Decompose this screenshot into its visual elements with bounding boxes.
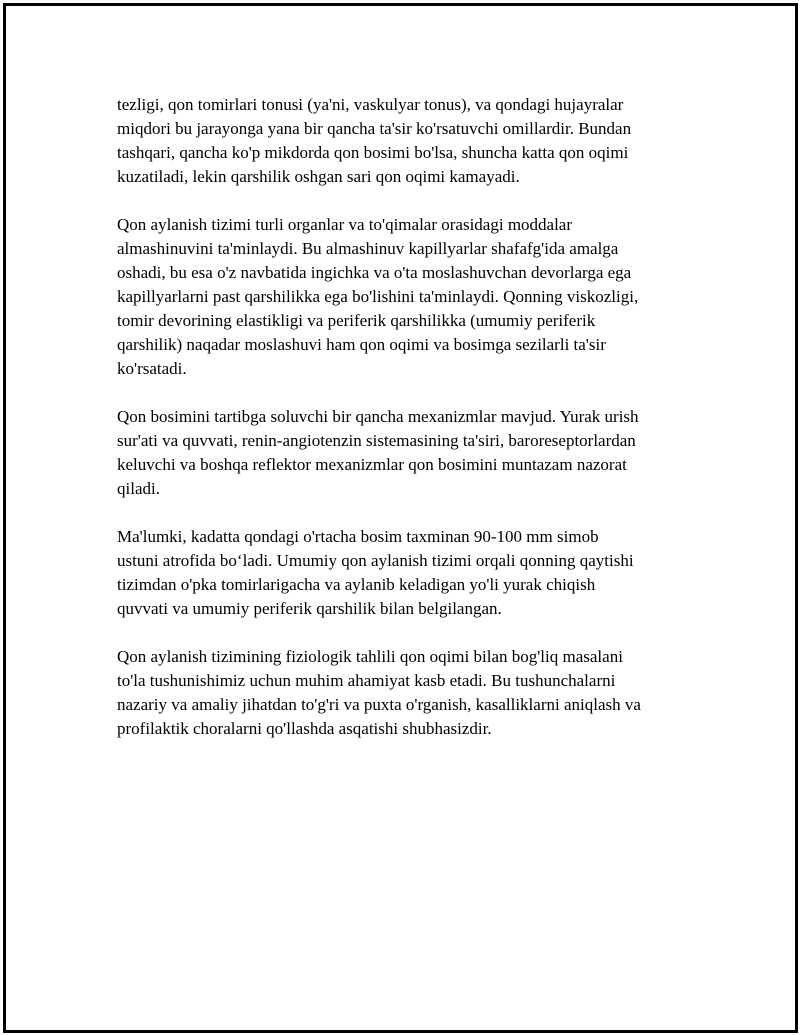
text-line: kuzatiladi, lekin qarshilik oshgan sari qon oqimi kamayadi. — [117, 167, 520, 186]
text-line: to'la tushunishimiz uchun muhim ahamiyat kasb etadi. Bu tushunchalarni — [117, 671, 616, 690]
paragraph-4 — [117, 525, 717, 621]
text-line: tashqari, qancha ko'p mikdorda qon bosimi bo'lsa, shuncha katta qon oqimi — [117, 143, 629, 162]
paragraph-5 — [117, 645, 717, 741]
text-line: kapillyarlarni past qarshilikka ega bo'lishini ta'minlaydi. Qonning viskozligi, — [117, 287, 639, 306]
text-line: keluvchi va boshqa reflektor mexanizmlar qon bosimini muntazam nazorat — [117, 455, 627, 474]
text-line: tomir devorining elastikligi va periferik qarshilikka (umumiy periferik — [117, 311, 596, 330]
text-line: tizimdan o'pka tomirlarigacha va aylanib keladigan yo'li yurak chiqish — [117, 575, 596, 594]
text-line: nazariy va amaliy jihatdan to'g'ri va puxta o'rganish, kasalliklarni aniqlash va — [117, 695, 641, 714]
text-line: Qon aylanish tizimining fiziologik tahlili qon oqimi bilan bog'liq masalani — [117, 647, 623, 666]
paragraph-2 — [117, 213, 717, 381]
text-line: Qon aylanish tizimi turli organlar va to'qimalar orasidagi moddalar — [117, 215, 573, 234]
text-line: qiladi. — [117, 479, 160, 498]
text-line: profilaktik choralarni qo'llashda asqatishi shubhasizdir. — [117, 719, 492, 738]
text-line: almashinuvini ta'minlaydi. Bu almashinuv kapillyarlar shafafg'ida amalga — [117, 239, 619, 258]
text-line: oshadi, bu esa o'z navbatida ingichka va o'ta moslashuvchan devorlarga ega — [117, 263, 632, 282]
text-line: miqdori bu jarayonga yana bir qancha ta'sir ko'rsatuvchi omillardir. Bundan — [117, 119, 632, 138]
text-line: qarshilik) naqadar moslashuvi ham qon oqimi va bosimga sezilarli ta'sir — [117, 335, 606, 354]
text-line: sur'ati va quvvati, renin-angiotenzin sistemasining ta'siri, baroreseptorlardan — [117, 431, 636, 450]
text-line: tezligi, qon tomirlari tonusi (ya'ni, vaskulyar tonus), va qondagi hujayralar — [117, 95, 624, 114]
text-line: Qon bosimini tartibga soluvchi bir qancha mexanizmlar mavjud. Yurak urish — [117, 407, 639, 426]
paragraph-3 — [117, 405, 717, 501]
text-line: ustuni atrofida bo‘ladi. Umumiy qon aylanish tizimi orqali qonning qaytishi — [117, 551, 634, 570]
document-body — [117, 93, 717, 765]
text-line: Ma'lumki, kadatta qondagi o'rtacha bosim taxminan 90-100 mm simob — [117, 527, 599, 546]
text-line: ko'rsatadi. — [117, 359, 187, 378]
paragraph-1 — [117, 93, 717, 189]
text-line: quvvati va umumiy periferik qarshilik bilan belgilangan. — [117, 599, 502, 618]
